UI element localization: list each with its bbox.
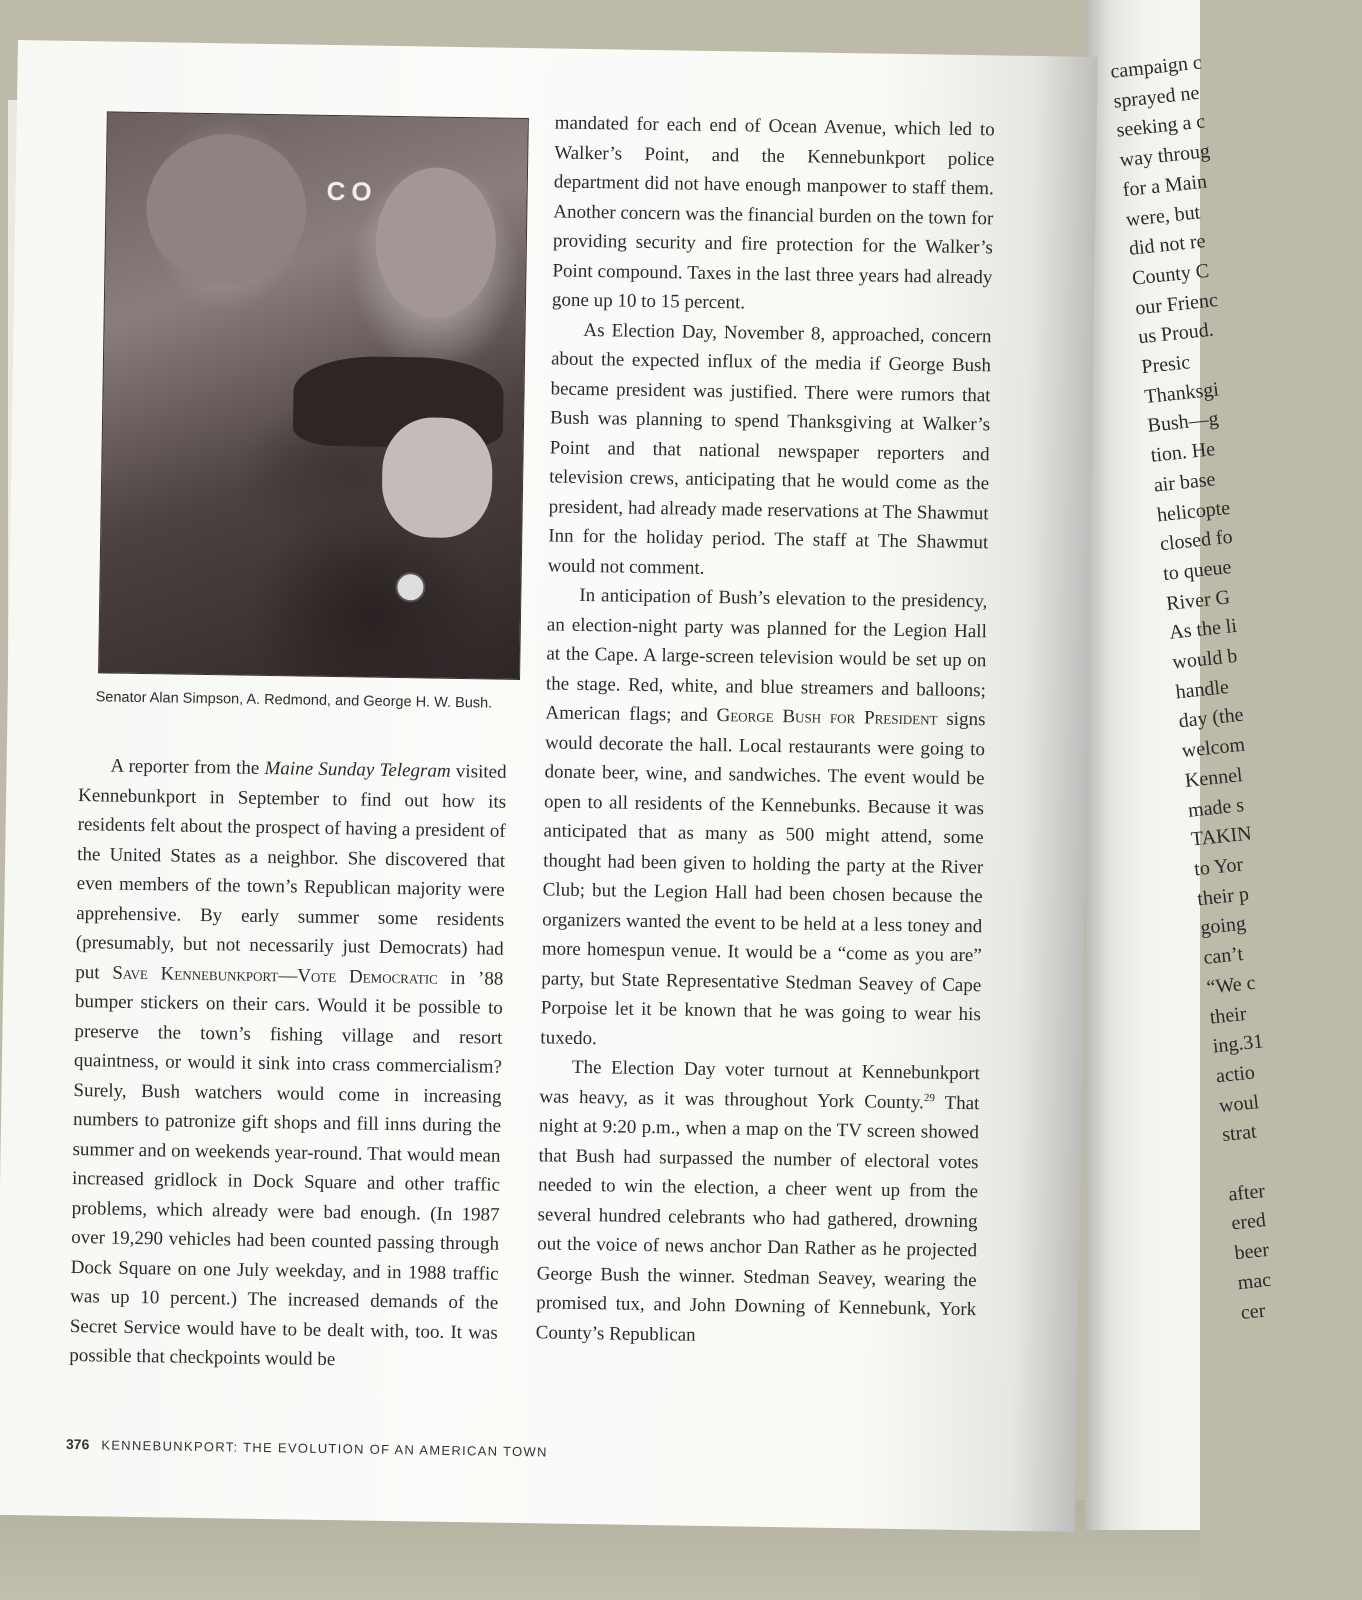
campaign-sign-text: George Bush for President xyxy=(716,705,938,730)
page-number: 376 xyxy=(65,1435,90,1453)
text-run: A reporter from the xyxy=(110,755,265,779)
facing-page-line: Presic xyxy=(1140,351,1192,379)
facing-page-line: to Yor xyxy=(1193,853,1245,881)
right-paragraph-3 xyxy=(540,580,987,1059)
facing-page-line: cer xyxy=(1239,1299,1267,1324)
facing-page-line: River G xyxy=(1165,586,1232,615)
photo-figure-center xyxy=(381,417,493,539)
facing-page-line: for a Main xyxy=(1121,170,1208,202)
newspaper-title: Maine Sunday Telegram xyxy=(264,757,451,782)
facing-page-line: after xyxy=(1227,1179,1267,1206)
facing-page-line: way throug xyxy=(1118,140,1211,172)
right-paragraph-4 xyxy=(536,1052,981,1354)
facing-page-line: strat xyxy=(1221,1120,1258,1147)
text-run: In anticipation of Bush’s elevation to the presidency, an election-night party was planned for the Legion Hall at the Cape. A large-screen television would be set up on the stage. Red, white, and blue streamers and balloons; American flags; and xyxy=(545,584,988,727)
text-run: in ’88 bumper stickers on their cars. Would it be possible to preserve the town’s fishing village and resort quaintness, or would it sink into crass commercialism? Surely, Bush watchers would come in increasing numbers to patronize gift shops and fill inns during the summer and on weekends year-round. That would mean increased gridlock in Dock Square and other traffic problems, which already were bad enough. (In 1987 over 19,290 vehicles had been counted passing through Dock Square on one July weekday, and in 1988 traffic was up 10 percent.) The increased demands of the Secret Service would have to be dealt with, too. It was possible that checkpoints would be xyxy=(69,967,504,1371)
right-paragraph-2: As Election Day, November 8, approached, concern about the expected influx of the media if George Bush became president was justified. There were rumors that Bush was planning to spend Thanksgiving at Walker’s Point and that national newspaper reporters and television crews, anticipating that he would come as the president, had already made reservations at The Shawmut Inn for the holiday period. The staff at The Shawmut would not comment. xyxy=(547,319,992,579)
facing-page-line: made s xyxy=(1186,793,1246,822)
facing-page-line: “We c xyxy=(1205,971,1257,999)
facing-page-line: closed fo xyxy=(1158,526,1234,556)
facing-page-line: their p xyxy=(1196,882,1250,910)
facing-page-line: would b xyxy=(1171,644,1239,674)
facing-page-line: woul xyxy=(1217,1090,1261,1117)
facing-page-line: can’t xyxy=(1202,943,1245,970)
facing-page-line: County C xyxy=(1131,259,1211,290)
facing-page-line: beer xyxy=(1233,1239,1271,1265)
facing-page-line: Bush—g xyxy=(1146,408,1220,438)
facing-page-line: to queue xyxy=(1162,556,1233,586)
facing-page-text xyxy=(1109,45,1362,1328)
bumper-sticker-text: Save Kennebunkport—Vote Democratic xyxy=(112,962,438,989)
facing-page-line: welcom xyxy=(1180,733,1246,763)
text-run: visited Kennebunkport in September to find out how its residents felt about the prospect of having a president of the United States as a neighbor. She discovered that even members of the town’s Republican majority were apprehensive. By early summer some residents (presumably, but not necessarily just Democrats) had put xyxy=(75,760,507,984)
facing-page-line: our Frienc xyxy=(1134,288,1219,320)
facing-page-line: their xyxy=(1208,1002,1248,1029)
photo-figure-right xyxy=(375,167,497,319)
facing-page-line: campaign c xyxy=(1109,51,1203,83)
photo-sign-text: CO xyxy=(326,175,378,207)
facing-page-line: ing.31 xyxy=(1211,1030,1265,1058)
right-column xyxy=(536,108,995,1354)
photo-caption: Senator Alan Simpson, A. Redmond, and George H. W. Bush. xyxy=(95,689,493,712)
photo-badge xyxy=(395,572,425,602)
facing-page-line: air base xyxy=(1152,468,1217,497)
left-paragraph-1 xyxy=(69,751,507,1377)
running-title: KENNEBUNKPORT: THE EVOLUTION OF AN AMERICAN TOWN xyxy=(101,1437,548,1460)
facing-page-line: mac xyxy=(1236,1268,1273,1295)
facing-page-line: TAKIN xyxy=(1190,822,1253,851)
facing-page-line: Kennel xyxy=(1183,763,1244,792)
facing-page-line: actio xyxy=(1214,1061,1256,1088)
text-run: signs would decorate the hall. Local restaurants were going to donate beer, wine, and sandwiches. The event would be open to all residents of the Kennebunks. Because it was anticipated that as many as 500 might attend, some thought had been given to holding the party at the River Club; but the Legion Hall had been chosen because the organizers wanted the event to be held at a less toney and more homespun venue. It would be a “come as you are” party, but State Representative Stedman Seavey of Cape Porpoise let it be known that he was going to wear his tuxedo. xyxy=(540,708,986,1049)
text-run: The Election Day voter turnout at Kennebunkport was heavy, as it was throughout York County. xyxy=(539,1056,981,1113)
facing-page-line: were, but xyxy=(1124,200,1202,231)
facing-page-line: did not re xyxy=(1127,230,1207,261)
left-column xyxy=(69,751,507,1377)
facing-page-line: day (the xyxy=(1177,704,1245,733)
text-run: That night at 9:20 p.m., when a map on the TV screen showed that Bush had surpassed the number of electoral votes needed to win the election, a cheer went up from the several hundred celebrants who had gathered, drowning out the voice of news anchor Dan Rather as he projected George Bush the winner. Stedman Seavey, wearing the promised tux, and John Downing of Kennebunk, York County’s Republican xyxy=(535,1092,980,1346)
facing-page-line: Thanksgi xyxy=(1143,378,1220,408)
right-paragraph-1: mandated for each end of Ocean Avenue, which led to Walker’s Point, and the Kennebunkport police department did not have enough manpower to staff them. Another concern was the financial burden on the town for providing security and fire protection for the Walker’s Point compound. Taxes in the last three years had already gone up 10 to 15 percent. xyxy=(551,112,995,314)
facing-page-line: going xyxy=(1199,912,1247,940)
page-footer xyxy=(66,1436,666,1461)
facing-page xyxy=(1085,0,1273,1530)
facing-page-line: tion. He xyxy=(1149,438,1217,467)
footnote-marker: 29 xyxy=(923,1091,935,1104)
facing-page-line: handle xyxy=(1174,675,1230,704)
facing-page-line: helicopte xyxy=(1155,496,1232,526)
facing-page-line: seeking a c xyxy=(1115,110,1207,142)
historic-photo xyxy=(98,111,529,680)
photo-figure-left xyxy=(145,133,307,285)
facing-page-line: ered xyxy=(1230,1209,1267,1235)
facing-page-line: As the li xyxy=(1168,615,1239,645)
facing-page-line: sprayed ne xyxy=(1112,81,1201,113)
facing-page-line: us Proud. xyxy=(1137,318,1215,349)
book-page xyxy=(0,40,1098,1532)
